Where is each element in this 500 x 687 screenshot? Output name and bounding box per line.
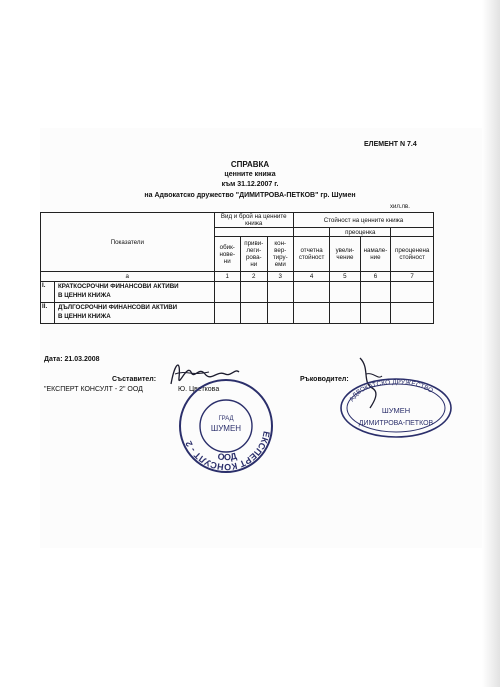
empty-cell [293,303,329,324]
svg-text:ЕКСПЕРТ КОНСУЛТ - 2 [183,430,271,472]
row-label-cell [41,282,215,303]
stamp-bottom-name: ДИМИТРОВА-ПЕТКОВ [358,420,434,427]
stamp-ring-text: ЕКСПЕРТ КОНСУЛТ - 2 [183,430,272,473]
col-ordinary: обик-нове-ни [214,237,240,272]
stamp-bottom-text: ООД [216,450,238,463]
company-stamp [176,376,276,476]
row-label-cell [41,303,215,324]
manager-label: Ръководител: [300,376,349,383]
document-sheet [40,128,500,548]
index-cell: 5 [330,272,360,282]
doc-date-line: към 31.12.2007 г. [221,181,279,188]
svg-text:ООД [217,451,238,463]
empty-cell [293,282,329,303]
col-decrease: намале-ние [360,237,391,272]
index-cell: 2 [240,272,267,282]
index-cell: 3 [267,272,293,282]
doc-subtitle: ценните книжа [224,171,276,178]
index-cell: а [41,272,215,282]
element-label: ЕЛЕМЕНТ N 7.4 [364,141,417,148]
index-cell: 4 [293,272,329,282]
stamp-center-top: ГРАД [218,416,234,422]
row-label-line1: ДЪЛГОСРОЧНИ ФИНАНСОВИ АКТИВИ [58,304,178,311]
empty-cell [240,282,267,303]
units-label: хил.лв. [390,204,410,210]
compiler-label: Съставител: [112,376,157,383]
blank-cell [391,228,434,237]
row-number: II. [41,303,55,323]
col-privileged: приви-леги-рова-ни [240,237,267,272]
compiler-name: Ю. Цветкова [178,386,220,393]
empty-cell [214,282,240,303]
securities-table [40,212,434,324]
compiler-org: "ЕКСПЕРТ КОНСУЛТ - 2" ООД [44,386,143,393]
row-label-line2: В ЦЕННИ КНИЖА [58,313,111,320]
empty-cell [214,303,240,324]
empty-cell [391,303,434,324]
empty-cell [360,303,391,324]
empty-cell [391,282,434,303]
empty-cell [240,303,267,324]
row-number: I. [41,282,55,302]
index-cell: 6 [360,272,391,282]
col-revalued-value: преоценена стойност [391,237,434,272]
row-label-line2: В ЦЕННИ КНИЖА [58,292,111,299]
table-row [41,303,434,324]
group-kind-count: Вид и брой на ценните книжа [214,213,293,228]
table-row [41,282,434,303]
group-value: Стойност на ценните книжа [293,213,433,228]
empty-cell [330,282,360,303]
col-increase: увели-чение [330,237,360,272]
stamp-center: ШУМЕН [210,424,242,433]
empty-cell [267,303,293,324]
empty-cell [330,303,360,324]
stamp-city: ШУМЕН [381,406,411,415]
empty-cell [267,282,293,303]
footer-date: Дата: 21.03.2008 [44,356,100,363]
scan-edge [482,0,500,687]
doc-title: СПРАВКА [230,160,270,169]
indicators-header: Показатели [41,213,215,272]
col-convertible: кон-вер-тиру-еми [267,237,293,272]
index-cell: 1 [214,272,240,282]
index-cell: 7 [391,272,434,282]
law-firm-stamp [338,376,454,440]
subgroup-revaluation: преоценка [330,228,391,237]
doc-entity-line: на Адвокатско дружество "ДИМИТРОВА-ПЕТКОВ" гр. Шумен [144,192,356,199]
col-reporting-value: отчетна стойност [293,237,329,272]
stamp-top-text: АДВОКАТСКО ДРУЖЕСТВО [348,378,435,403]
empty-cell [360,282,391,303]
row-label-line1: КРАТКОСРОЧНИ ФИНАНСОВИ АКТИВИ [58,283,179,290]
blank-cell [293,228,329,237]
blank-cell [214,228,293,237]
